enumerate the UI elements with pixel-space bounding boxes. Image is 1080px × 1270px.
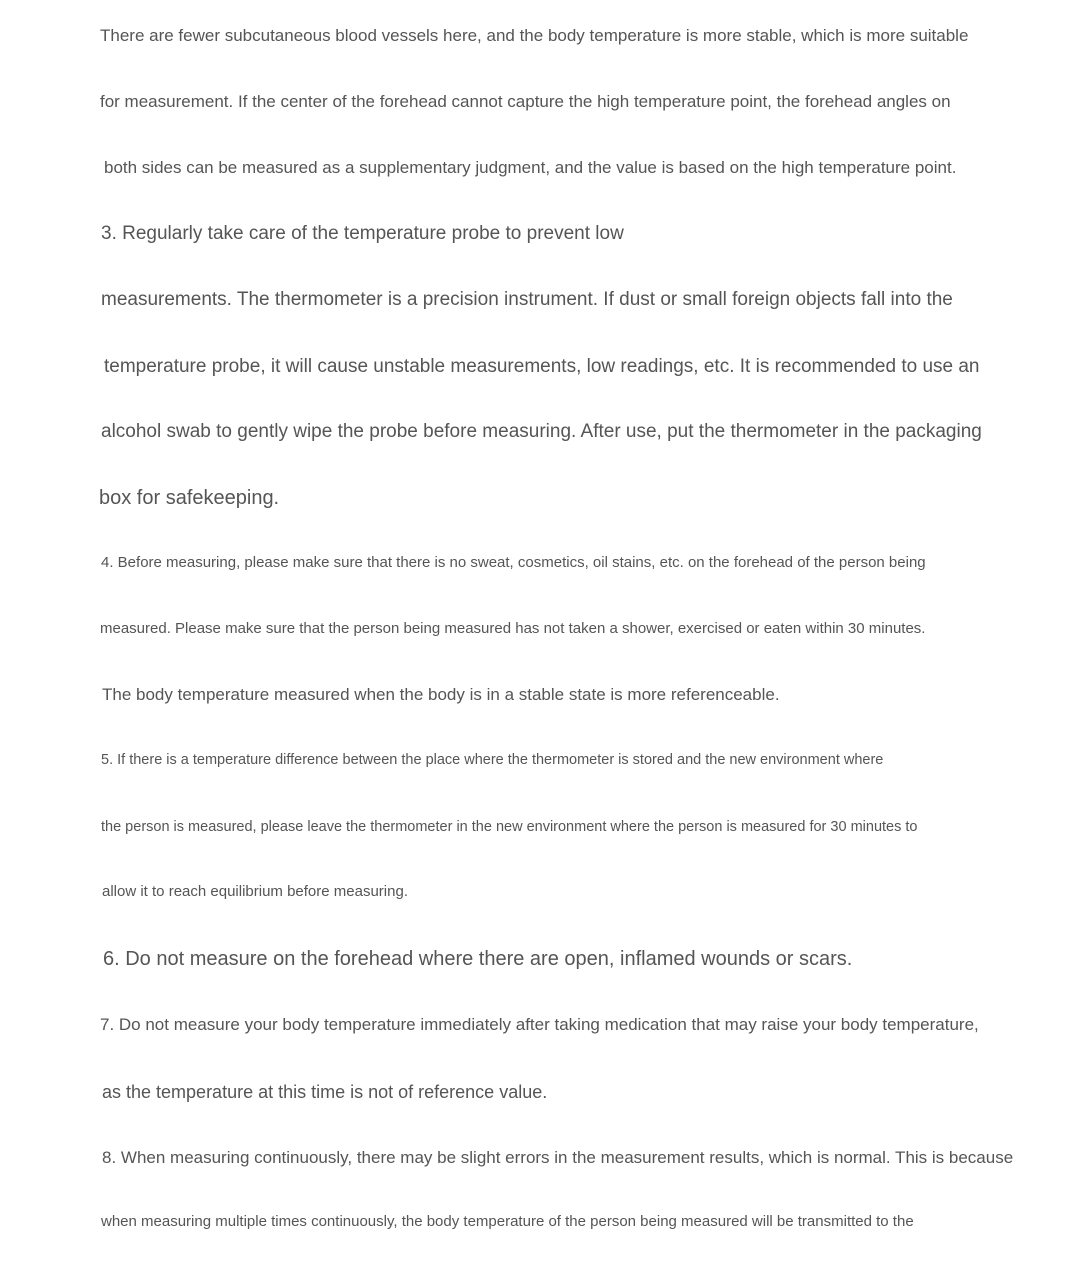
body-text-line: The body temperature measured when the body is in a stable state is more referenceable. [102, 685, 780, 704]
body-text-line: as the temperature at this time is not of reference value. [102, 1082, 548, 1102]
body-text-line: There are fewer subcutaneous blood vessels here, and the body temperature is more stable, which is more suitable [100, 26, 969, 45]
section-5-text: 5. If there is a temperature difference between the place where the thermometer is stored and the new environment where [101, 752, 884, 768]
body-text-line: measurements. The thermometer is a precision instrument. If dust or small foreign objects fall into the [101, 289, 953, 310]
section-8-text: 8. When measuring continuously, there may be slight errors in the measurement results, which is normal. This is because [102, 1148, 1014, 1167]
section-3-heading: 3. Regularly take care of the temperature probe to prevent low [101, 223, 624, 244]
section-6-text: 6. Do not measure on the forehead where there are open, inflamed wounds or scars. [103, 948, 853, 970]
body-text-line: temperature probe, it will cause unstable measurements, low readings, etc. It is recommended to use an [104, 356, 980, 377]
body-text-line: alcohol swab to gently wipe the probe before measuring. After use, put the thermometer in the packaging [101, 421, 982, 442]
body-text-line: both sides can be measured as a supplementary judgment, and the value is based on the high temperature point. [104, 158, 957, 177]
body-text-line: box for safekeeping. [99, 487, 280, 509]
body-text-line: measured. Please make sure that the person being measured has not taken a shower, exercised or eaten within 30 minutes. [100, 620, 926, 637]
body-text-line: the person is measured, please leave the thermometer in the new environment where the person is measured for 30 minutes to [101, 819, 918, 835]
section-4-text: 4. Before measuring, please make sure that there is no sweat, cosmetics, oil stains, etc. on the forehead of the person being [101, 554, 926, 571]
section-7-text: 7. Do not measure your body temperature immediately after taking medication that may raise your body temperature, [100, 1015, 979, 1034]
body-text-line: when measuring multiple times continuously, the body temperature of the person being measured will be transmitted to the [101, 1213, 914, 1230]
body-text-line: allow it to reach equilibrium before measuring. [102, 883, 408, 900]
body-text-line: for measurement. If the center of the forehead cannot capture the high temperature point, the forehead angles on [100, 92, 951, 111]
